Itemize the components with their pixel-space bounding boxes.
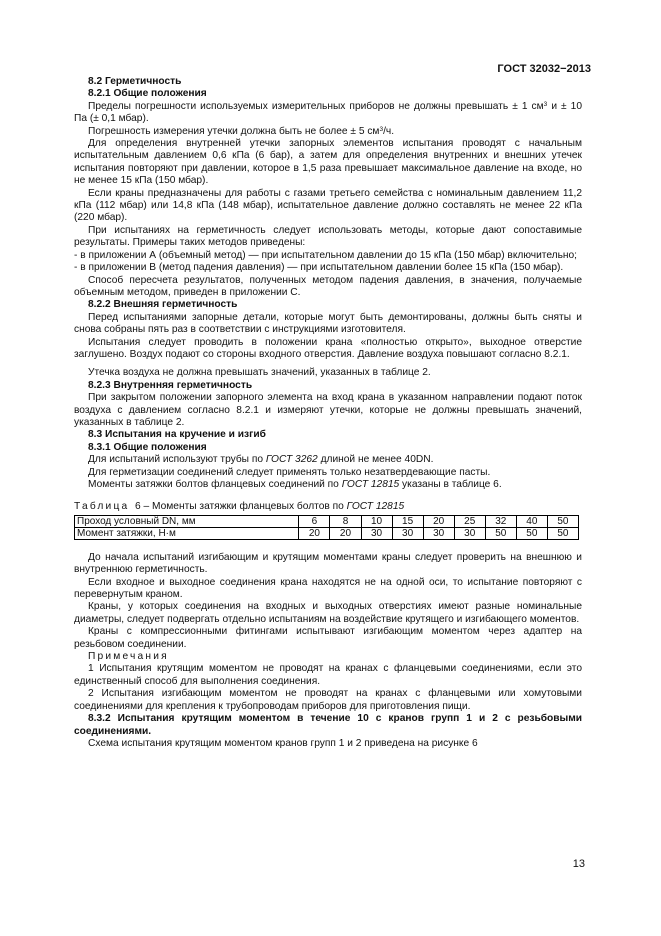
table-cell: 20 — [330, 527, 361, 539]
page-body — [74, 76, 582, 750]
note: 2 Испытания изгибающим моментом не проводят на кранах с фланцевыми или хомутовыми соединениями для крепления к трубопроводам приборов для приготовления пищи. — [74, 688, 582, 712]
table-cell: 50 — [485, 527, 516, 539]
bolt-torque-table — [74, 515, 579, 540]
notes-title: Примечания — [88, 651, 169, 663]
paragraph: Краны с компрессионными фитингами испытывают изгибающим моментом через адаптер на резьбовом соединении. — [74, 626, 582, 650]
note: 1 Испытания крутящим моментом не проводят на кранах с фланцевыми соединениями, если это единственный способ для выполнения соединения. — [74, 663, 582, 687]
paragraph: Погрешность измерения утечки должна быть не более ± 5 $см^3/ч$. — [88, 125, 395, 137]
paragraph: Пределы погрешности используемых измерительных приборов не должны превышать ± 1 $см^3$ и ± 10 Па (± 0,1 мбар). — [74, 100, 582, 125]
table-cell: 50 — [547, 527, 578, 539]
table-cell: 20 — [299, 527, 330, 539]
section-8-3-1-title: 8.3.1 Общие положения — [88, 441, 207, 453]
row-label: Момент затяжки, Н·м — [75, 527, 299, 539]
table-cell: 30 — [361, 527, 392, 539]
section-8-2-2-title: 8.2.2 Внешняя герметичность — [88, 299, 238, 311]
section-8-2-1-title: 8.2.1 Общие положения — [88, 88, 207, 100]
paragraph: Способ пересчета результатов, полученных методом падения давления, в значения, получаемые объемным методом, приведен в приложении С. — [74, 274, 582, 298]
table-row — [75, 515, 579, 527]
paragraph: Схема испытания крутящим моментом кранов групп 1 и 2 приведена на рисунке 6 — [88, 737, 478, 749]
table-cell: 10 — [361, 515, 392, 527]
list-item: - в приложении В (метод падения давления) — при испытательном давлении более 15 кПа (150 мбар). — [74, 262, 564, 274]
paragraph: Утечка воздуха не должна превышать значений, указанных в таблице 2. — [88, 367, 431, 379]
table-cell: 30 — [392, 527, 423, 539]
paragraph: Краны, у которых соединения на входных и выходных отверстиях имеют разные номинальные диаметры, следует подвергать отдельно испытаниям на воздействие крутящего и изгибающего моментов. — [74, 601, 582, 625]
table-cell: 40 — [516, 515, 547, 527]
paragraph: Моменты затяжки болтов фланцевых соединений по ГОСТ 12815 указаны в таблице 6. — [88, 479, 502, 490]
list-item: - в приложении А (объемный метод) — при испытательном давлении до 15 кПа (150 мбар) включительно; — [74, 249, 578, 261]
table-caption: Таблица 6 – Моменты затяжки фланцевых болтов по ГОСТ 12815 — [74, 501, 405, 513]
table-cell: 6 — [299, 515, 330, 527]
paragraph: Для определения внутренней утечки запорных элементов испытания проводят с начальным испытательным давлением 0,6 кПа (6 бар), а затем для определения внутренних и внешних утечек испытания повторяют при давлении, которое в 1,5 раза превышает максимальное давление на входе, но не менее 15 кПа (150 мбар). — [74, 138, 582, 187]
paragraph: Испытания следует проводить в положении крана «полностью открыто», выходное отверстие заглушено. Воздух подают со стороны входного отверстия. Давление воздуха повышают согласно 8.2.1. — [74, 336, 582, 360]
paragraph: При испытаниях на герметичность следует использовать методы, которые дают сопоставимые результаты. Примеры таких методов приведены: — [74, 224, 582, 249]
paragraph: При закрытом положении запорного элемента на вход крана в указанном направлении подают поток воздуха с давлением согласно 8.2.1 и измеряют утечки, которые не должны превышать значений, указанных в таблице 2. — [74, 392, 582, 428]
paragraph: Если входное и выходное соединения крана находятся не на одной оси, то испытание повторяют с перевернутым краном. — [74, 576, 582, 601]
table-cell: 50 — [516, 527, 547, 539]
table-cell: 30 — [423, 527, 454, 539]
row-label: Проход условный DN, мм — [75, 515, 299, 527]
table-cell: 15 — [392, 515, 423, 527]
paragraph: Для испытаний используют трубы по ГОСТ 3262 длиной не менее 40DN. — [88, 454, 434, 466]
paragraph: Для герметизации соединений следует применять только незатвердевающие пасты. — [88, 466, 491, 478]
table-cell: 25 — [454, 515, 485, 527]
table-cell: 30 — [454, 527, 485, 539]
section-8-3-title: 8.3 Испытания на кручение и изгиб — [88, 429, 266, 441]
table-cell: 8 — [330, 515, 361, 527]
document-code: ГОСТ 32032−2013 — [497, 63, 591, 75]
section-8-3-2-title: 8.3.2 Испытания крутящим моментом в течение 10 с кранов групп 1 и 2 с резьбовыми соединениями. — [74, 713, 582, 737]
section-8-2-3-title: 8.2.3 Внутренняя герметичность — [88, 379, 253, 391]
table-cell: 20 — [423, 515, 454, 527]
table-row — [75, 527, 579, 539]
page-number: 13 — [572, 858, 585, 870]
table-cell: 50 — [547, 515, 578, 527]
section-8-2-title: 8.2 Герметичность — [88, 76, 182, 87]
paragraph: Перед испытаниями запорные детали, которые могут быть демонтированы, должны быть сняты и снова собраны пять раз в соответствии с инструкциями изготовителя. — [74, 311, 582, 336]
table-cell: 32 — [485, 515, 516, 527]
paragraph: До начала испытаний изгибающим и крутящим моментами краны следует проверить на внешнюю и внутреннюю герметичность. — [74, 551, 582, 576]
paragraph: Если краны предназначены для работы с газами третьего семейства с номинальным давлением 11,2 кПа (112 мбар) или 14,8 кПа (148 мбар), испытательное давление должно составлять не менее 22 кПа (220 мбар). — [74, 187, 582, 224]
